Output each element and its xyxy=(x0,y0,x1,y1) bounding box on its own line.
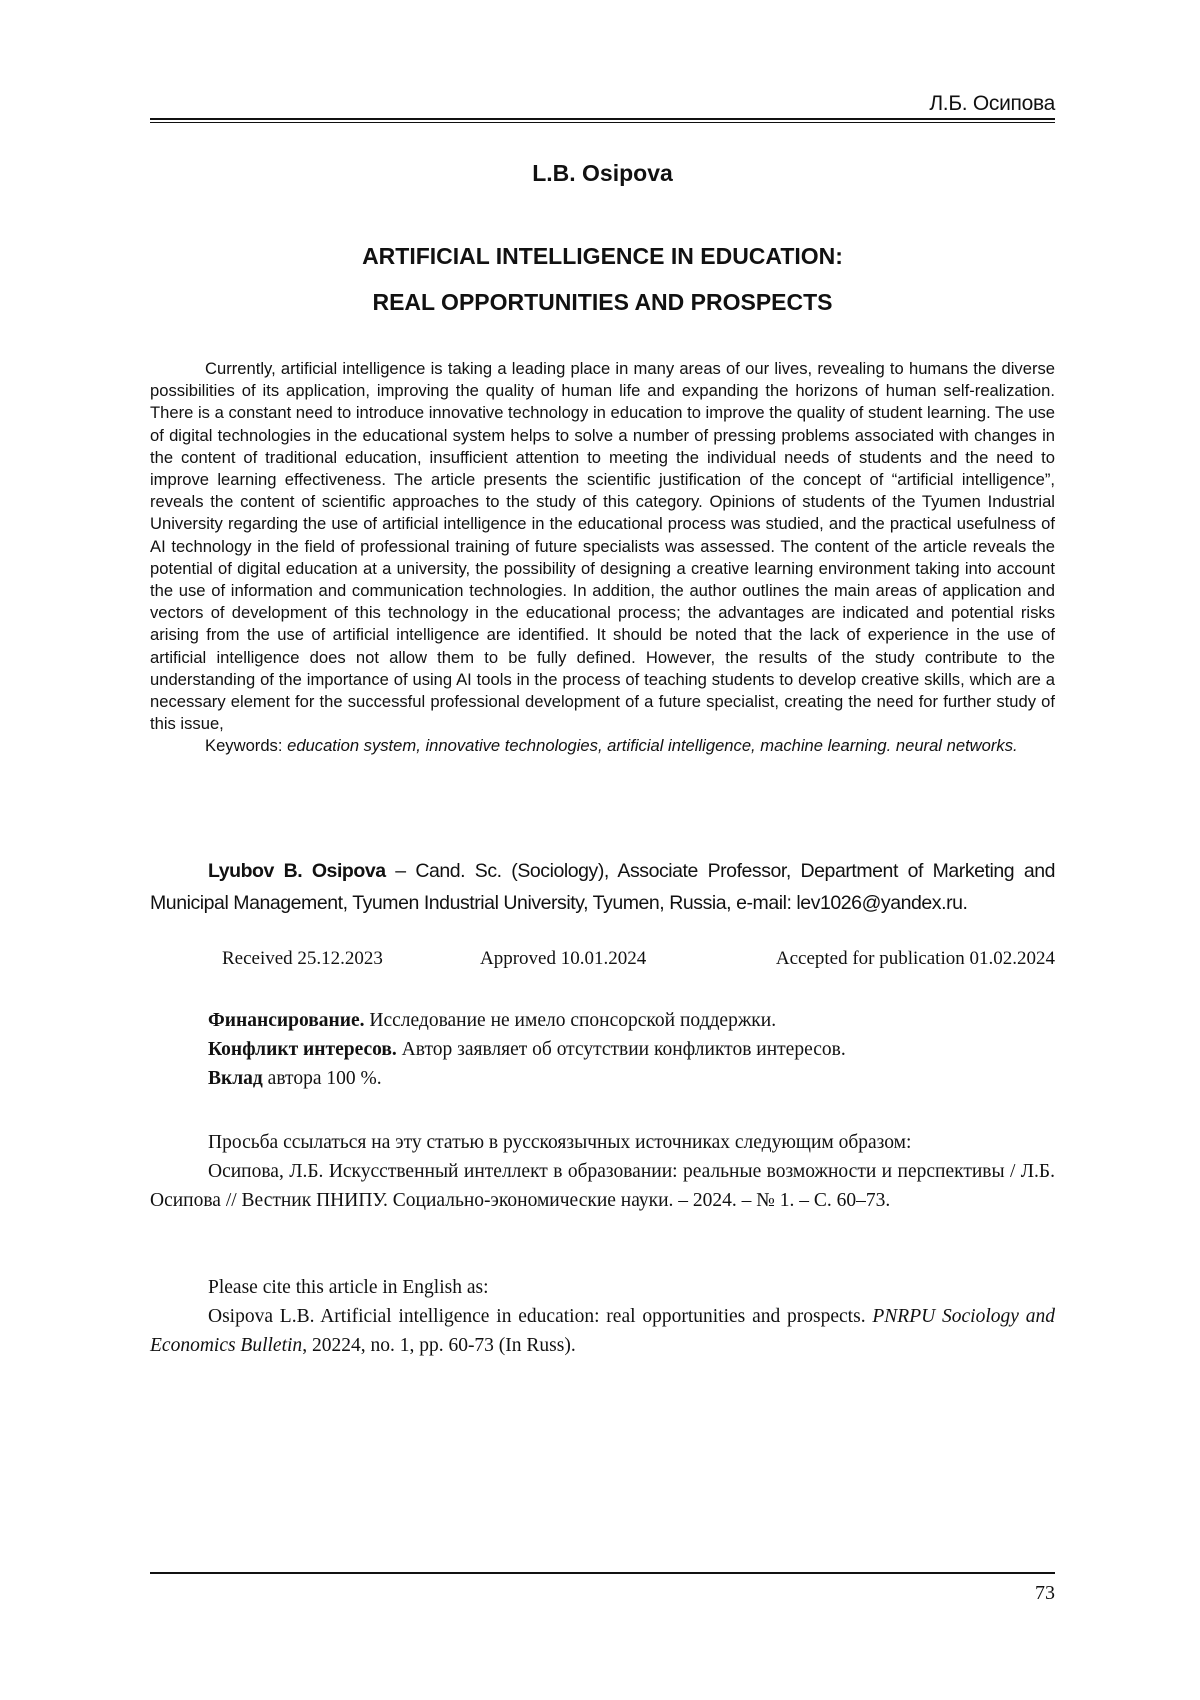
author-info-paragraph xyxy=(150,855,1055,919)
conflict-line xyxy=(150,1035,1055,1064)
header-rule-thin xyxy=(150,122,1055,123)
keywords-label: Keywords: xyxy=(205,736,282,755)
received-date: Received 25.12.2023 xyxy=(222,948,383,970)
article-title xyxy=(150,233,1055,325)
contribution-line xyxy=(150,1064,1055,1093)
author-info xyxy=(150,855,1055,919)
citation-en-start: Osipova L.B. Artificial intelligence in education: real opportunities and prospects. xyxy=(208,1306,872,1327)
footer-rule xyxy=(150,1572,1055,1574)
approved-date: Approved 10.01.2024 xyxy=(480,948,646,970)
citation-english xyxy=(150,1273,1055,1360)
article-author: L.B. Osipova xyxy=(150,160,1055,187)
header-rule xyxy=(150,118,1055,120)
conflict-text: Автор заявляет об отсутствии конфликтов интересов. xyxy=(397,1039,846,1060)
contribution-text: автора 100 %. xyxy=(263,1068,382,1089)
running-head: Л.Б. Осипова xyxy=(929,92,1055,116)
conflict-label: Конфликт интересов. xyxy=(208,1039,397,1060)
funding-block xyxy=(150,1006,1055,1093)
contribution-label: Вклад xyxy=(208,1068,263,1089)
keywords xyxy=(150,735,1055,757)
funding-line xyxy=(150,1006,1055,1035)
keywords-text: education system, innovative technologies, artificial intelligence, machine learning. neural networks. xyxy=(287,736,1018,755)
author-details: – Cand. Sc. (Sociology), Associate Professor, Department of Marketing and Municipal Management, Tyumen Industrial University, Tyumen, Russia, e-mail: lev1026@yandex.ru. xyxy=(150,860,1055,914)
title-line-1: ARTIFICIAL INTELLIGENCE IN EDUCATION: xyxy=(150,233,1055,279)
citation-en-end: , 20224, no. 1, pp. 60-73 (In Russ). xyxy=(302,1335,576,1356)
citation-ru-reference: Осипова, Л.Б. Искусственный интеллект в образовании: реальные возможности и перспективы / Л.Б. Осипова // Вестник ПНИПУ. Социально-экономические науки. – 2024. – № 1. – С. 60–73. xyxy=(150,1157,1055,1215)
abstract-text: Currently, artificial intelligence is taking a leading place in many areas of our lives, revealing to humans the diverse possibilities of its application, improving the quality of human life and expanding the horizons of human self-realization. There is a constant need to introduce innovative technology in education to improve the quality of student learning. The use of digital technologies in the educational system helps to solve a number of pressing problems associated with changes in the content of traditional education, insufficient attention to meeting the individual needs of students and the need to improve learning effectiveness. The article presents the scientific justification of the concept of “artificial intelligence”, reveals the content of scientific approaches to the study of this category. Opinions of students of the Tyumen Industrial University regarding the use of artificial intelligence in the educational process was studied, and the practical usefulness of AI technology in the field of professional training of future specialists was assessed. The content of the article reveals the potential of digital education at a university, the possibility of designing a creative learning environment taking into account the use of information and communication technologies. In addition, the author outlines the main areas of application and vectors of development of this technology in the educational process; the advantages are indicated and potential risks arising from the use of artificial intelligence are identified. It should be noted that the lack of experience in the use of artificial intelligence does not allow them to be fully defined. However, the results of the study contribute to the understanding of the importance of using AI tools in the process of teaching students to develop creative skills, which are a necessary element for the successful professional development of a future specialist, creating the need for further study of this issue, xyxy=(150,358,1055,735)
funding-label: Финансирование. xyxy=(208,1010,365,1031)
citation-russian xyxy=(150,1128,1055,1215)
citation-en-reference xyxy=(150,1302,1055,1360)
page xyxy=(150,0,1055,1700)
funding-text: Исследование не имело спонсорской поддержки. xyxy=(365,1010,777,1031)
author-name: Lyubov B. Osipova xyxy=(208,860,386,882)
title-line-2: REAL OPPORTUNITIES AND PROSPECTS xyxy=(150,279,1055,325)
accepted-date: Accepted for publication 01.02.2024 xyxy=(776,948,1055,970)
abstract xyxy=(150,358,1055,758)
page-number: 73 xyxy=(1035,1582,1055,1605)
citation-en-intro: Please cite this article in English as: xyxy=(150,1273,1055,1302)
citation-ru-intro: Просьба ссылаться на эту статью в русскоязычных источниках следующим образом: xyxy=(150,1128,1055,1157)
citation-en-journal: PNRPU Sociology and Economics Bulletin xyxy=(150,1306,1055,1356)
